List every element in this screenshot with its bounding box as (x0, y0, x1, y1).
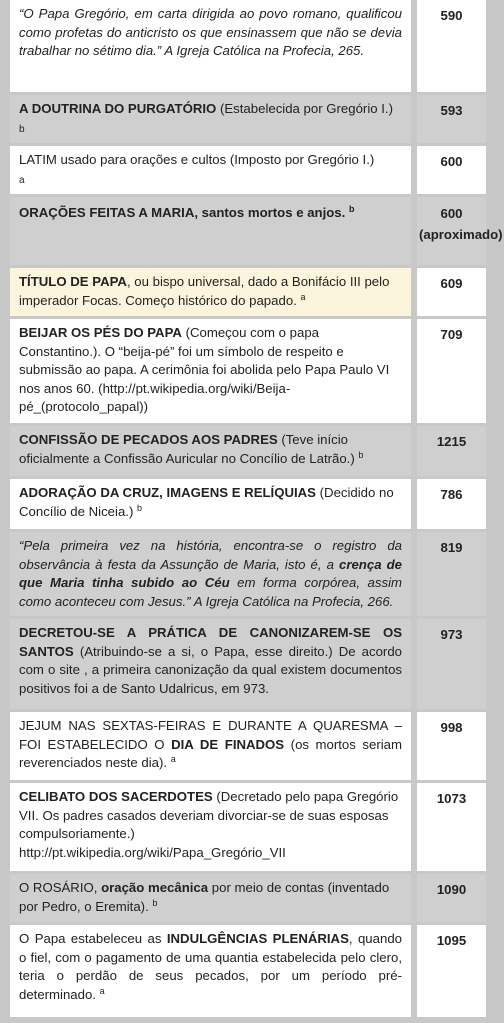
row-description (10, 712, 411, 780)
row-text-end: , quando o fiel, com o pagamento de uma quantia estabelecida pelo clero, teria o perdão de seus pecados, por um período pré-determinado. (19, 931, 402, 1002)
row-title: DECRETOU-SE A PRÁTICA DE CANONIZAREM-SE OS SANTOS (19, 625, 402, 659)
table-row (0, 95, 504, 143)
footnote-mark: b (19, 123, 25, 135)
row-title: A DOUTRINA DO PURGATÓRIO (19, 101, 217, 116)
row-year: 609 (417, 268, 486, 316)
row-emphasis: DIA DE FINADOS (171, 736, 285, 752)
row-description (10, 197, 411, 265)
table-row (0, 0, 504, 92)
table-row (0, 146, 504, 194)
row-text: (Decretado pelo papa Gregório VII. Os padres casados deveriam divorciar-se de suas esposas compulsoriamente.) http://pt.wikipedia.org/wiki/Papa_Gregório_VII (19, 789, 399, 860)
table-row (0, 532, 504, 616)
row-year: 600 (417, 146, 486, 194)
row-year: 600 (aproximado) (417, 197, 486, 265)
row-title: BEIJAR OS PÉS DO PAPA (19, 325, 182, 340)
row-title: ADORAÇÃO DA CRUZ, IMAGENS E RELÍQUIAS (19, 485, 316, 500)
footnote-mark: b (348, 204, 355, 214)
row-year: 819 (417, 532, 486, 616)
row-text: O Papa estabeleceu as (19, 931, 167, 946)
footnote-mark: b (137, 502, 143, 513)
row-year: 1215 (417, 426, 486, 476)
row-description (10, 479, 411, 529)
row-year: 1073 (417, 783, 486, 871)
row-year: 1095 (417, 925, 486, 1017)
row-description (10, 0, 411, 92)
row-text: (Decidido no Concílio de Niceia.) (19, 485, 394, 519)
table-row (0, 479, 504, 529)
row-text-end: por meio de contas (inventado por Pedro, o Eremita). (19, 880, 390, 914)
row-text: , ou bispo universal, dado a Bonifácio III pelo imperador Focas. Começo histórico do papado. (19, 274, 390, 308)
quote-text-end: em forma corpórea, assim como aconteceu com Jesus.” A Igreja Católica na Profecia, 266. (19, 575, 402, 609)
table-row (0, 874, 504, 922)
row-description (10, 619, 411, 709)
row-description (10, 319, 411, 423)
row-year: 593 (417, 95, 486, 143)
footnote-mark: b (358, 449, 364, 460)
footnote-mark: a (300, 291, 306, 302)
table-row (0, 619, 504, 709)
row-year: 786 (417, 479, 486, 529)
table-row (0, 783, 504, 871)
row-title: ORAÇÕES FEITAS A MARIA, santos mortos e anjos. (19, 205, 346, 220)
footnote-mark: a (170, 754, 176, 765)
row-text: (Começou com o papa Constantino.). O “beija-pé” foi um símbolo de respeito e submissão ao papa. A cerimônia foi abolida pelo Papa Paulo VI nos anos 60. (http://pt.wikipedia.org/wiki/Beija-pé_(protocolo_papal)) (19, 325, 390, 415)
row-description (10, 783, 411, 871)
source-text: A Igreja Católica na Profecia, 265. (161, 43, 365, 59)
row-emphasis: oração mecânica (101, 880, 209, 895)
row-text: JEJUM NAS SEXTAS-FEIRAS E DURANTE A QUARESMA – FOI ESTABELECIDO O (19, 718, 402, 752)
row-title: TÍTULO DE PAPA (19, 274, 127, 289)
row-title: CELIBATO DOS SACERDOTES (19, 789, 213, 804)
table-row (0, 197, 504, 265)
quote-text: “Pela primeira vez na história, encontra-se o registro da observância à festa da Assunção de Maria, isto é, a (19, 538, 402, 572)
table-row (0, 319, 504, 423)
row-year: 998 (417, 712, 486, 780)
table-row (0, 268, 504, 316)
quote-text: “O Papa Gregório, em carta dirigida ao povo romano, qualificou como profetas do anticristo os que ensinassem que não se devia trabalhar no sétimo dia.” (19, 6, 402, 59)
footnote-mark: b (152, 897, 158, 908)
row-text: (Teve início oficialmente a Confissão Auricular no Concílio de Latrão.) (19, 432, 355, 466)
footnote-mark: a (99, 985, 105, 996)
row-description (10, 146, 411, 194)
row-text: (Atribuindo-se a si, o Papa, esse direito.) De acordo com o site , a primeira canonização da qual existem documentos positivos foi a de Santo Udalricus, em 973. (19, 643, 402, 696)
row-description (10, 874, 411, 922)
row-year: 1090 (417, 874, 486, 922)
row-description (10, 925, 411, 1017)
row-emphasis: INDULGÊNCIAS PLENÁRIAS (166, 931, 349, 946)
row-year: 973 (417, 619, 486, 709)
row-text: LATIM usado para orações e cultos (Imposto por Gregório I.) (19, 152, 375, 167)
row-description (10, 532, 411, 616)
row-year: 590 (417, 0, 486, 92)
table-row (0, 712, 504, 780)
table-row (0, 426, 504, 476)
row-description (10, 95, 411, 143)
row-text: (Estabelecida por Gregório I.) (216, 101, 393, 116)
row-description (10, 268, 411, 316)
table-row (0, 925, 504, 1017)
footnote-mark: a (19, 174, 25, 186)
row-text-end: (os mortos seriam reverenciados neste dia). (19, 736, 402, 771)
row-text: O ROSÁRIO, (19, 880, 102, 895)
row-year: 709 (417, 319, 486, 423)
row-description (10, 426, 411, 476)
row-title: CONFISSÃO DE PECADOS AOS PADRES (19, 432, 278, 447)
quote-emphasis: crença de que Maria tinha subido ao Céu (19, 556, 402, 591)
